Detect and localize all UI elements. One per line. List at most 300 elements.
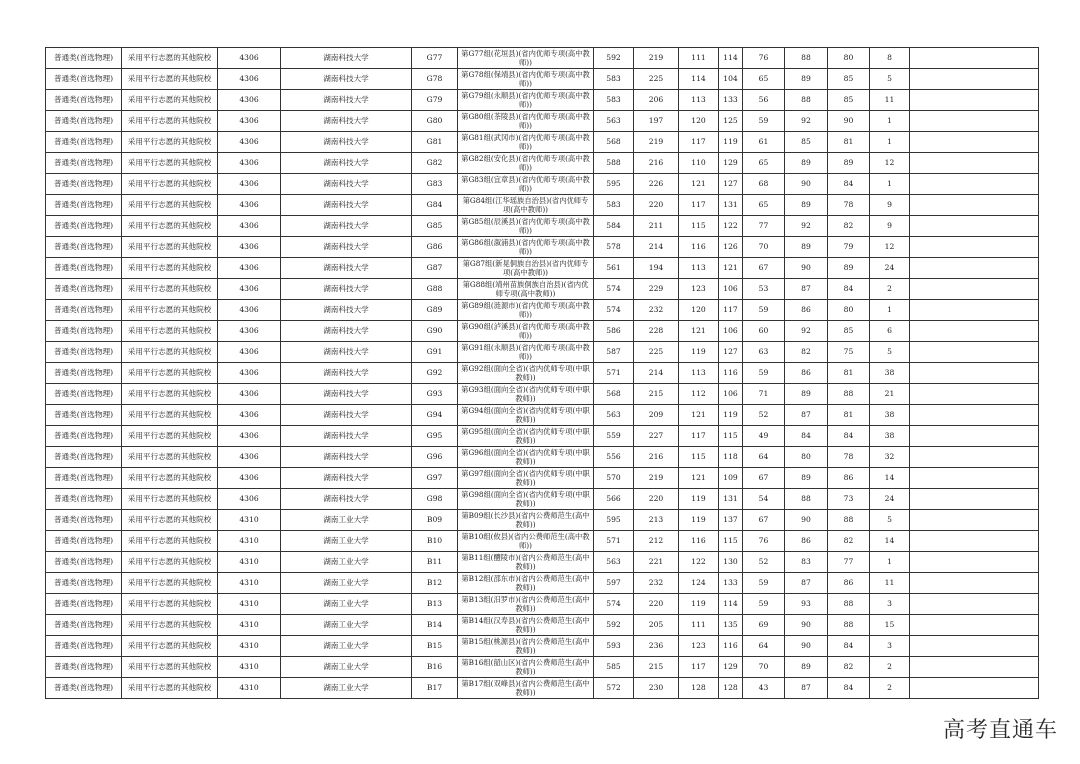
count-cell: 9 [870, 195, 910, 216]
score-cell: 563 [594, 111, 634, 132]
chinese-cell: 215 [634, 384, 679, 405]
category-cell: 普通类(首选物理) [46, 468, 122, 489]
school-name-cell: 湖南科技大学 [281, 342, 412, 363]
blank-cell [910, 258, 1039, 279]
group-name-cell: 第G88组(靖州苗族侗族自治县)(省内优师专项(高中教师)) [458, 279, 594, 300]
physics-cell: 76 [743, 48, 785, 69]
count-cell: 1 [870, 111, 910, 132]
score-cell: 563 [594, 405, 634, 426]
count-cell: 5 [870, 510, 910, 531]
english-cell: 126 [719, 237, 743, 258]
chinese-cell: 211 [634, 216, 679, 237]
physics-cell: 70 [743, 237, 785, 258]
group-code-cell: G82 [412, 153, 458, 174]
group-code-cell: G98 [412, 489, 458, 510]
physics-cell: 76 [743, 531, 785, 552]
score-cell: 595 [594, 174, 634, 195]
count-cell: 5 [870, 342, 910, 363]
english-cell: 109 [719, 468, 743, 489]
category-cell: 普通类(首选物理) [46, 384, 122, 405]
batch-cell: 采用平行志愿的其他院校 [122, 258, 218, 279]
elective2-cell: 80 [828, 48, 870, 69]
school-code-cell: 4310 [218, 594, 281, 615]
table-row [46, 552, 1039, 573]
table-row [46, 468, 1039, 489]
group-name-cell: 第B13组(汨罗市)(省内公费师范生(高中教师)) [458, 594, 594, 615]
elective1-cell: 82 [785, 342, 828, 363]
english-cell: 119 [719, 132, 743, 153]
score-cell: 583 [594, 69, 634, 90]
group-code-cell: G94 [412, 405, 458, 426]
table-row [46, 321, 1039, 342]
physics-cell: 65 [743, 153, 785, 174]
score-cell: 585 [594, 657, 634, 678]
batch-cell: 采用平行志愿的其他院校 [122, 657, 218, 678]
school-name-cell: 湖南工业大学 [281, 636, 412, 657]
group-name-cell: 第G93组(面向全省)(省内优师专项(中职教师)) [458, 384, 594, 405]
elective1-cell: 93 [785, 594, 828, 615]
count-cell: 2 [870, 279, 910, 300]
count-cell: 1 [870, 300, 910, 321]
group-name-cell: 第G97组(面向全省)(省内优师专项(中职教师)) [458, 468, 594, 489]
elective2-cell: 84 [828, 279, 870, 300]
elective2-cell: 73 [828, 489, 870, 510]
score-cell: 593 [594, 636, 634, 657]
school-code-cell: 4306 [218, 405, 281, 426]
score-cell: 571 [594, 363, 634, 384]
english-cell: 137 [719, 510, 743, 531]
batch-cell: 采用平行志愿的其他院校 [122, 69, 218, 90]
elective1-cell: 92 [785, 216, 828, 237]
elective2-cell: 84 [828, 174, 870, 195]
english-cell: 125 [719, 111, 743, 132]
category-cell: 普通类(首选物理) [46, 174, 122, 195]
category-cell: 普通类(首选物理) [46, 300, 122, 321]
table-row [46, 237, 1039, 258]
table-row [46, 573, 1039, 594]
school-code-cell: 4310 [218, 552, 281, 573]
math-cell: 119 [679, 594, 719, 615]
elective1-cell: 86 [785, 300, 828, 321]
group-code-cell: B09 [412, 510, 458, 531]
group-code-cell: G78 [412, 69, 458, 90]
batch-cell: 采用平行志愿的其他院校 [122, 678, 218, 699]
math-cell: 116 [679, 237, 719, 258]
group-name-cell: 第G77组(花垣县)(省内优师专项(高中教师)) [458, 48, 594, 69]
group-name-cell: 第G79组(永顺县)(省内优师专项(高中教师)) [458, 90, 594, 111]
group-code-cell: G85 [412, 216, 458, 237]
category-cell: 普通类(首选物理) [46, 615, 122, 636]
math-cell: 121 [679, 405, 719, 426]
chinese-cell: 213 [634, 510, 679, 531]
group-code-cell: G95 [412, 426, 458, 447]
table-row [46, 426, 1039, 447]
count-cell: 1 [870, 552, 910, 573]
elective1-cell: 90 [785, 510, 828, 531]
chinese-cell: 214 [634, 363, 679, 384]
elective1-cell: 92 [785, 111, 828, 132]
school-code-cell: 4306 [218, 468, 281, 489]
school-code-cell: 4306 [218, 300, 281, 321]
elective2-cell: 86 [828, 468, 870, 489]
category-cell: 普通类(首选物理) [46, 447, 122, 468]
school-name-cell: 湖南科技大学 [281, 279, 412, 300]
category-cell: 普通类(首选物理) [46, 132, 122, 153]
category-cell: 普通类(首选物理) [46, 342, 122, 363]
group-code-cell: G96 [412, 447, 458, 468]
english-cell: 119 [719, 405, 743, 426]
score-cell: 584 [594, 216, 634, 237]
count-cell: 11 [870, 573, 910, 594]
english-cell: 104 [719, 69, 743, 90]
elective2-cell: 84 [828, 636, 870, 657]
batch-cell: 采用平行志愿的其他院校 [122, 405, 218, 426]
table-row [46, 594, 1039, 615]
count-cell: 12 [870, 237, 910, 258]
elective1-cell: 87 [785, 678, 828, 699]
count-cell: 6 [870, 321, 910, 342]
english-cell: 118 [719, 447, 743, 468]
chinese-cell: 220 [634, 489, 679, 510]
school-code-cell: 4306 [218, 384, 281, 405]
table-row [46, 216, 1039, 237]
chinese-cell: 219 [634, 48, 679, 69]
score-cell: 572 [594, 678, 634, 699]
school-code-cell: 4306 [218, 111, 281, 132]
physics-cell: 67 [743, 258, 785, 279]
elective1-cell: 80 [785, 447, 828, 468]
elective2-cell: 75 [828, 342, 870, 363]
blank-cell [910, 279, 1039, 300]
physics-cell: 68 [743, 174, 785, 195]
count-cell: 5 [870, 69, 910, 90]
english-cell: 114 [719, 594, 743, 615]
group-code-cell: G88 [412, 279, 458, 300]
count-cell: 24 [870, 489, 910, 510]
blank-cell [910, 615, 1039, 636]
physics-cell: 65 [743, 195, 785, 216]
math-cell: 115 [679, 447, 719, 468]
elective1-cell: 89 [785, 657, 828, 678]
category-cell: 普通类(首选物理) [46, 90, 122, 111]
school-name-cell: 湖南工业大学 [281, 657, 412, 678]
elective2-cell: 85 [828, 69, 870, 90]
category-cell: 普通类(首选物理) [46, 489, 122, 510]
category-cell: 普通类(首选物理) [46, 258, 122, 279]
table-row [46, 69, 1039, 90]
school-name-cell: 湖南工业大学 [281, 510, 412, 531]
score-cell: 574 [594, 300, 634, 321]
math-cell: 114 [679, 69, 719, 90]
physics-cell: 54 [743, 489, 785, 510]
math-cell: 120 [679, 111, 719, 132]
score-cell: 559 [594, 426, 634, 447]
elective1-cell: 89 [785, 195, 828, 216]
math-cell: 112 [679, 384, 719, 405]
blank-cell [910, 195, 1039, 216]
score-cell: 583 [594, 195, 634, 216]
english-cell: 127 [719, 342, 743, 363]
physics-cell: 53 [743, 279, 785, 300]
count-cell: 38 [870, 363, 910, 384]
school-code-cell: 4310 [218, 657, 281, 678]
category-cell: 普通类(首选物理) [46, 153, 122, 174]
blank-cell [910, 468, 1039, 489]
elective2-cell: 88 [828, 510, 870, 531]
blank-cell [910, 447, 1039, 468]
math-cell: 124 [679, 573, 719, 594]
school-name-cell: 湖南科技大学 [281, 321, 412, 342]
count-cell: 38 [870, 426, 910, 447]
batch-cell: 采用平行志愿的其他院校 [122, 426, 218, 447]
chinese-cell: 219 [634, 468, 679, 489]
chinese-cell: 194 [634, 258, 679, 279]
school-code-cell: 4306 [218, 258, 281, 279]
english-cell: 122 [719, 216, 743, 237]
math-cell: 128 [679, 678, 719, 699]
watermark: 高考直通车 [942, 718, 1058, 743]
table-row [46, 489, 1039, 510]
blank-cell [910, 552, 1039, 573]
school-code-cell: 4306 [218, 195, 281, 216]
math-cell: 113 [679, 258, 719, 279]
blank-cell [910, 678, 1039, 699]
school-code-cell: 4310 [218, 510, 281, 531]
math-cell: 123 [679, 279, 719, 300]
english-cell: 116 [719, 636, 743, 657]
chinese-cell: 225 [634, 342, 679, 363]
group-name-cell: 第G98组(面向全省)(省内优师专项(中职教师)) [458, 489, 594, 510]
category-cell: 普通类(首选物理) [46, 531, 122, 552]
math-cell: 122 [679, 552, 719, 573]
school-name-cell: 湖南科技大学 [281, 300, 412, 321]
school-code-cell: 4306 [218, 489, 281, 510]
table-row [46, 510, 1039, 531]
elective2-cell: 89 [828, 153, 870, 174]
count-cell: 14 [870, 468, 910, 489]
batch-cell: 采用平行志愿的其他院校 [122, 636, 218, 657]
elective1-cell: 88 [785, 90, 828, 111]
elective1-cell: 83 [785, 552, 828, 573]
chinese-cell: 214 [634, 237, 679, 258]
table-row [46, 531, 1039, 552]
math-cell: 113 [679, 363, 719, 384]
batch-cell: 采用平行志愿的其他院校 [122, 363, 218, 384]
chinese-cell: 220 [634, 594, 679, 615]
group-name-cell: 第B11组(醴陵市)(省内公费师范生(高中教师)) [458, 552, 594, 573]
score-cell: 592 [594, 48, 634, 69]
school-code-cell: 4310 [218, 531, 281, 552]
batch-cell: 采用平行志愿的其他院校 [122, 300, 218, 321]
english-cell: 115 [719, 426, 743, 447]
math-cell: 115 [679, 216, 719, 237]
physics-cell: 64 [743, 636, 785, 657]
school-name-cell: 湖南工业大学 [281, 552, 412, 573]
batch-cell: 采用平行志愿的其他院校 [122, 90, 218, 111]
batch-cell: 采用平行志愿的其他院校 [122, 216, 218, 237]
school-name-cell: 湖南科技大学 [281, 69, 412, 90]
elective2-cell: 81 [828, 132, 870, 153]
group-code-cell: G93 [412, 384, 458, 405]
group-name-cell: 第G86组(溆浦县)(省内优师专项(高中教师)) [458, 237, 594, 258]
category-cell: 普通类(首选物理) [46, 48, 122, 69]
score-cell: 556 [594, 447, 634, 468]
physics-cell: 56 [743, 90, 785, 111]
score-cell: 588 [594, 153, 634, 174]
category-cell: 普通类(首选物理) [46, 69, 122, 90]
math-cell: 116 [679, 531, 719, 552]
math-cell: 111 [679, 615, 719, 636]
table-row [46, 258, 1039, 279]
group-code-cell: G92 [412, 363, 458, 384]
school-name-cell: 湖南科技大学 [281, 90, 412, 111]
elective2-cell: 86 [828, 573, 870, 594]
math-cell: 117 [679, 657, 719, 678]
table-row [46, 153, 1039, 174]
elective2-cell: 82 [828, 657, 870, 678]
math-cell: 111 [679, 48, 719, 69]
school-name-cell: 湖南科技大学 [281, 174, 412, 195]
group-name-cell: 第G85组(辰溪县)(省内优师专项(高中教师)) [458, 216, 594, 237]
school-name-cell: 湖南工业大学 [281, 615, 412, 636]
chinese-cell: 206 [634, 90, 679, 111]
school-code-cell: 4306 [218, 90, 281, 111]
batch-cell: 采用平行志愿的其他院校 [122, 384, 218, 405]
english-cell: 128 [719, 678, 743, 699]
blank-cell [910, 69, 1039, 90]
math-cell: 117 [679, 426, 719, 447]
physics-cell: 71 [743, 384, 785, 405]
blank-cell [910, 111, 1039, 132]
score-cell: 571 [594, 531, 634, 552]
group-code-cell: G81 [412, 132, 458, 153]
physics-cell: 65 [743, 69, 785, 90]
batch-cell: 采用平行志愿的其他院校 [122, 594, 218, 615]
table-row [46, 195, 1039, 216]
group-code-cell: G97 [412, 468, 458, 489]
table-body [46, 48, 1039, 699]
group-code-cell: G86 [412, 237, 458, 258]
batch-cell: 采用平行志愿的其他院校 [122, 615, 218, 636]
category-cell: 普通类(首选物理) [46, 321, 122, 342]
school-name-cell: 湖南科技大学 [281, 426, 412, 447]
school-code-cell: 4306 [218, 426, 281, 447]
group-code-cell: B17 [412, 678, 458, 699]
group-name-cell: 第G87组(新晃侗族自治县)(省内优师专项(高中教师)) [458, 258, 594, 279]
math-cell: 123 [679, 636, 719, 657]
group-name-cell: 第G94组(面向全省)(省内优师专项(中职教师)) [458, 405, 594, 426]
category-cell: 普通类(首选物理) [46, 594, 122, 615]
elective2-cell: 78 [828, 447, 870, 468]
group-code-cell: G77 [412, 48, 458, 69]
school-code-cell: 4306 [218, 237, 281, 258]
batch-cell: 采用平行志愿的其他院校 [122, 447, 218, 468]
physics-cell: 77 [743, 216, 785, 237]
count-cell: 15 [870, 615, 910, 636]
blank-cell [910, 321, 1039, 342]
admission-score-table [45, 47, 1039, 699]
count-cell: 1 [870, 132, 910, 153]
elective1-cell: 87 [785, 279, 828, 300]
count-cell: 21 [870, 384, 910, 405]
english-cell: 114 [719, 48, 743, 69]
group-code-cell: B16 [412, 657, 458, 678]
math-cell: 121 [679, 174, 719, 195]
table-row [46, 132, 1039, 153]
school-name-cell: 湖南工业大学 [281, 678, 412, 699]
school-name-cell: 湖南科技大学 [281, 384, 412, 405]
math-cell: 121 [679, 468, 719, 489]
score-cell: 574 [594, 594, 634, 615]
blank-cell [910, 132, 1039, 153]
elective1-cell: 90 [785, 258, 828, 279]
batch-cell: 采用平行志愿的其他院校 [122, 195, 218, 216]
english-cell: 130 [719, 552, 743, 573]
school-code-cell: 4310 [218, 678, 281, 699]
school-code-cell: 4310 [218, 573, 281, 594]
school-name-cell: 湖南科技大学 [281, 111, 412, 132]
physics-cell: 60 [743, 321, 785, 342]
school-name-cell: 湖南科技大学 [281, 489, 412, 510]
physics-cell: 52 [743, 552, 785, 573]
elective1-cell: 89 [785, 237, 828, 258]
english-cell: 131 [719, 195, 743, 216]
elective2-cell: 90 [828, 111, 870, 132]
group-code-cell: B10 [412, 531, 458, 552]
count-cell: 14 [870, 531, 910, 552]
blank-cell [910, 426, 1039, 447]
blank-cell [910, 636, 1039, 657]
group-code-cell: B12 [412, 573, 458, 594]
table-row [46, 342, 1039, 363]
english-cell: 117 [719, 300, 743, 321]
elective1-cell: 89 [785, 153, 828, 174]
elective2-cell: 77 [828, 552, 870, 573]
batch-cell: 采用平行志愿的其他院校 [122, 468, 218, 489]
school-name-cell: 湖南工业大学 [281, 594, 412, 615]
batch-cell: 采用平行志愿的其他院校 [122, 48, 218, 69]
group-code-cell: G90 [412, 321, 458, 342]
school-name-cell: 湖南科技大学 [281, 195, 412, 216]
physics-cell: 67 [743, 510, 785, 531]
chinese-cell: 216 [634, 447, 679, 468]
english-cell: 121 [719, 258, 743, 279]
chinese-cell: 221 [634, 552, 679, 573]
chinese-cell: 232 [634, 300, 679, 321]
group-name-cell: 第B09组(长沙县)(省内公费师范生(高中教师)) [458, 510, 594, 531]
batch-cell: 采用平行志愿的其他院校 [122, 321, 218, 342]
group-name-cell: 第G78组(保靖县)(省内优师专项(高中教师)) [458, 69, 594, 90]
math-cell: 117 [679, 132, 719, 153]
elective2-cell: 80 [828, 300, 870, 321]
elective1-cell: 87 [785, 405, 828, 426]
group-name-cell: 第G84组(江华瑶族自治县)(省内优师专项(高中教师)) [458, 195, 594, 216]
school-name-cell: 湖南科技大学 [281, 153, 412, 174]
group-name-cell: 第B15组(桃源县)(省内公费师范生(高中教师)) [458, 636, 594, 657]
group-code-cell: G91 [412, 342, 458, 363]
count-cell: 8 [870, 48, 910, 69]
chinese-cell: 225 [634, 69, 679, 90]
elective2-cell: 79 [828, 237, 870, 258]
score-cell: 574 [594, 279, 634, 300]
elective2-cell: 84 [828, 426, 870, 447]
blank-cell [910, 384, 1039, 405]
school-code-cell: 4306 [218, 216, 281, 237]
category-cell: 普通类(首选物理) [46, 552, 122, 573]
table-row [46, 300, 1039, 321]
english-cell: 133 [719, 573, 743, 594]
count-cell: 3 [870, 594, 910, 615]
